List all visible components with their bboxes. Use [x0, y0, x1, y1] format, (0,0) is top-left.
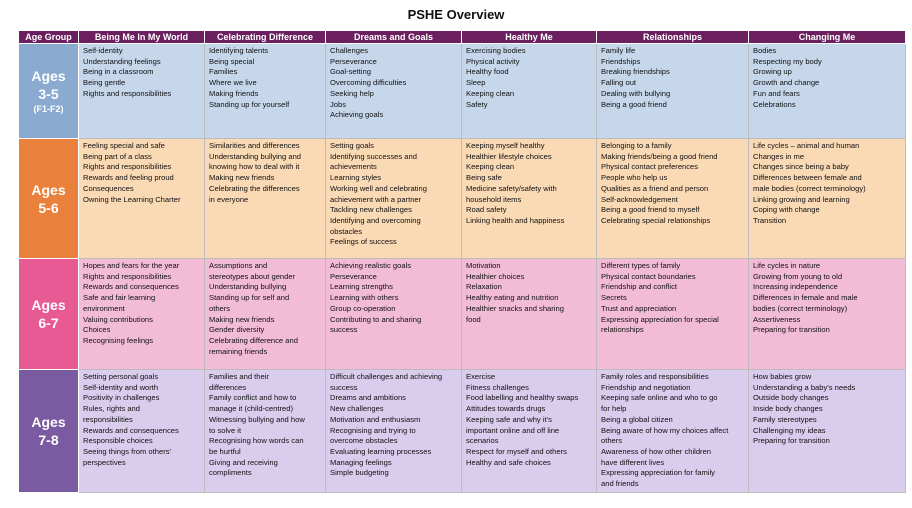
topic-line: Rewards and consequences	[83, 282, 179, 292]
topic-line: Challenging my ideas	[753, 425, 826, 435]
topic-cell-celebrating-difference	[205, 139, 326, 259]
topic-line: Relaxation	[466, 282, 502, 292]
topic-line: Transition	[753, 215, 787, 225]
topic-line: Understanding bullying and	[209, 151, 302, 161]
topic-cell-changing-me	[749, 370, 906, 493]
topic-line: Making friends/being a good friend	[601, 151, 718, 161]
topic-line: Feeling special and safe	[83, 141, 165, 150]
topic-cell-celebrating-difference	[205, 44, 326, 139]
topic-line: environment	[83, 303, 125, 313]
topic-line: Food labelling and healthy swaps	[466, 393, 579, 403]
age-label: Ages	[31, 297, 66, 313]
topic-line: Healthier choices	[466, 271, 525, 281]
topic-line: Healthy and safe choices	[466, 457, 551, 467]
topic-line: Achieving realistic goals	[330, 261, 412, 270]
topic-line: Being a global citizen	[601, 414, 673, 424]
topic-line: Self-identity	[83, 46, 123, 55]
topic-line: Safe and fair learning	[83, 293, 156, 303]
topic-line: Choices	[83, 325, 111, 335]
topic-line: Recognising and trying to	[330, 425, 416, 435]
topic-line: Learning with others	[330, 293, 399, 303]
topic-line: Attitudes towards drugs	[466, 404, 546, 414]
topic-cell-changing-me	[749, 139, 906, 259]
age-group-cell	[19, 259, 79, 370]
topic-cell-being-me	[79, 44, 205, 139]
topic-line: Growth and change	[753, 78, 820, 88]
age-label: Ages	[31, 68, 66, 84]
topic-line: Goal-setting	[330, 67, 371, 77]
header-relationships: Relationships	[597, 31, 749, 44]
age-label: Ages	[31, 181, 66, 198]
topic-line: others	[209, 303, 231, 313]
topic-line: Standing up for yourself	[209, 99, 290, 109]
topic-line: stereotypes about gender	[209, 271, 296, 281]
topic-line: Learning strengths	[330, 282, 393, 292]
topic-line: important online and off line	[466, 425, 560, 435]
topic-line: Contributing to and sharing	[330, 314, 422, 324]
topic-line: compliments	[209, 468, 252, 478]
pshe-overview-table	[18, 30, 906, 493]
topic-line: Physical activity	[466, 56, 520, 66]
topic-cell-relationships	[597, 139, 749, 259]
topic-line: Physical contact boundaries	[601, 271, 696, 281]
page-title: PSHE Overview	[407, 7, 505, 22]
topic-line: bodies (correct terminology)	[753, 303, 848, 313]
topic-line: Falling out	[601, 78, 637, 88]
topic-line: Feelings of success	[330, 237, 397, 247]
topic-cell-dreams-and-goals	[326, 259, 462, 370]
topic-cell-celebrating-difference	[205, 259, 326, 370]
age-group-cell	[19, 139, 79, 259]
age-group-cell	[19, 370, 79, 493]
topic-line: obstacles	[330, 226, 363, 236]
topic-cell-dreams-and-goals	[326, 44, 462, 139]
topic-line: knowing how to deal with it	[209, 162, 300, 172]
topic-line: Group co-operation	[330, 303, 396, 313]
topic-line: Owning the Learning Charter	[83, 194, 181, 204]
topic-line: household items	[466, 194, 522, 204]
age-group-cell	[19, 44, 79, 139]
topic-cell-relationships	[597, 370, 749, 493]
topic-line: Safety	[466, 99, 488, 109]
topic-line: Perseverance	[330, 56, 377, 66]
topic-line: Expressing appreciation for family	[601, 468, 715, 478]
topic-line: have different lives	[601, 457, 665, 467]
topic-cell-healthy-me	[462, 44, 597, 139]
topic-line: Linking growing and learning	[753, 194, 850, 204]
header-healthy-me: Healthy Me	[462, 31, 597, 44]
topic-line: Keeping clean	[466, 162, 515, 172]
topic-line: Managing feelings	[330, 457, 392, 467]
topic-line: Preparing for transition	[753, 325, 830, 335]
topic-line: Hopes and fears for the year	[83, 261, 180, 270]
topic-line: Healthy food	[466, 67, 509, 77]
topic-line: Family roles and responsibilities	[601, 372, 709, 381]
topic-line: perspectives	[83, 457, 126, 467]
topic-line: Jobs	[330, 99, 347, 109]
topic-line: Responsible choices	[83, 436, 153, 446]
header-age-group: Age Group	[19, 31, 79, 44]
topic-line: Seeing things from others'	[83, 446, 171, 456]
topic-line: Life cycles in nature	[753, 261, 821, 270]
topic-line: and friends	[601, 479, 639, 489]
topic-line: Increasing independence	[753, 282, 838, 292]
topic-line: Recognising feelings	[83, 335, 154, 345]
topic-line: Sleep	[466, 78, 486, 88]
topic-line: relationships	[601, 325, 644, 335]
topic-cell-dreams-and-goals	[326, 370, 462, 493]
header-celebrating-difference: Celebrating Difference	[205, 31, 326, 44]
topic-line: Achieving goals	[330, 110, 384, 120]
topic-line: Growing up	[753, 67, 792, 77]
topic-line: be hurtful	[209, 446, 241, 456]
topic-line: Overcoming difficulties	[330, 78, 407, 88]
topic-line: Friendship and conflict	[601, 282, 677, 292]
topic-line: Expressing appreciation for special	[601, 314, 719, 324]
topic-cell-being-me	[79, 370, 205, 493]
age-row	[19, 370, 906, 493]
topic-line: Outside body changes	[753, 393, 829, 403]
topic-line: Challenges	[330, 46, 368, 55]
topic-line: Rewards and feeling proud	[83, 173, 174, 183]
topic-line: Families and their	[209, 372, 269, 381]
topic-line: Being a good friend	[601, 99, 667, 109]
topic-line: Differences between female and	[753, 173, 862, 183]
topic-line: to solve it	[209, 425, 242, 435]
topic-cell-dreams-and-goals	[326, 139, 462, 259]
topic-line: Secrets	[601, 293, 627, 303]
topic-line: Family life	[601, 46, 636, 55]
topic-line: Positivity in challenges	[83, 393, 160, 403]
topic-line: New challenges	[330, 404, 384, 414]
topic-line: others	[601, 436, 623, 446]
topic-line: Keeping safe and why it's	[466, 414, 552, 424]
topic-line: Similarities and differences	[209, 141, 300, 150]
age-label: Ages	[31, 414, 66, 430]
topic-line: Identifying talents	[209, 46, 269, 55]
topic-line: Self-acknowledgement	[601, 194, 678, 204]
topic-line: differences	[209, 382, 247, 392]
topic-line: Celebrating difference and	[209, 335, 298, 345]
topic-line: How babies grow	[753, 372, 812, 381]
topic-line: Identifying successes and	[330, 151, 417, 161]
topic-line: Making friends	[209, 88, 259, 98]
topic-line: Setting personal goals	[83, 372, 159, 381]
topic-line: Self-identity and worth	[83, 382, 159, 392]
topic-line: Where we live	[209, 78, 257, 88]
topic-line: Identifying and overcoming	[330, 215, 421, 225]
topic-line: Seeking help	[330, 88, 374, 98]
header-row	[19, 31, 906, 44]
topic-line: Being gentle	[83, 78, 126, 88]
topic-line: Dealing with bullying	[601, 88, 671, 98]
topic-line: Exercise	[466, 372, 496, 381]
topic-line: Evaluating learning processes	[330, 446, 432, 456]
topic-line: achievement with a partner	[330, 194, 422, 204]
topic-line: Inside body changes	[753, 404, 823, 414]
topic-line: Tackling new challenges	[330, 205, 412, 215]
topic-line: Understanding feelings	[83, 56, 161, 66]
header-changing-me: Changing Me	[749, 31, 906, 44]
topic-cell-relationships	[597, 44, 749, 139]
topic-line: Learning styles	[330, 173, 382, 183]
topic-line: Healthier lifestyle choices	[466, 151, 552, 161]
topic-cell-relationships	[597, 259, 749, 370]
topic-line: Families	[209, 67, 238, 77]
topic-line: Recognising how words can	[209, 436, 304, 446]
topic-line: Celebrating special relationships	[601, 215, 711, 225]
topic-line: manage it (child-centred)	[209, 404, 293, 414]
topic-line: Keeping clean	[466, 88, 515, 98]
header-being-me: Being Me In My World	[79, 31, 205, 44]
topic-line: male bodies (correct terminology)	[753, 183, 866, 193]
topic-line: Rights and responsibilities	[83, 88, 172, 98]
topic-line: Making new friends	[209, 314, 275, 324]
topic-line: Being in a classroom	[83, 67, 154, 77]
age-range: 3-5	[38, 86, 59, 102]
topic-line: Celebrating the differences	[209, 183, 300, 193]
topic-line: Perseverance	[330, 271, 377, 281]
topic-line: Dreams and ambitions	[330, 393, 406, 403]
topic-cell-changing-me	[749, 44, 906, 139]
topic-line: Bodies	[753, 46, 777, 55]
topic-cell-healthy-me	[462, 370, 597, 493]
topic-line: Giving and receiving	[209, 457, 278, 467]
topic-line: overcome obstacles	[330, 436, 398, 446]
topic-line: Friendship and negotiation	[601, 382, 691, 392]
topic-line: Keeping safe online and who to go	[601, 393, 718, 403]
topic-line: Understanding bullying	[209, 282, 287, 292]
age-stage: (F1-F2)	[33, 104, 64, 114]
topic-line: Healthy eating and nutrition	[466, 293, 559, 303]
topic-cell-healthy-me	[462, 139, 597, 259]
topic-line: Assumptions and	[209, 261, 268, 270]
topic-line: success	[330, 382, 358, 392]
topic-line: Consequences	[83, 183, 134, 193]
topic-line: Being a good friend to myself	[601, 205, 700, 215]
age-range: 7-8	[38, 432, 59, 448]
topic-line: Setting goals	[330, 141, 374, 150]
topic-line: Medicine safety/safety with	[466, 183, 557, 193]
topic-line: People who help us	[601, 173, 668, 183]
topic-line: in everyone	[209, 194, 249, 204]
topic-line: Friendships	[601, 56, 641, 66]
topic-line: Breaking friendships	[601, 67, 670, 77]
topic-line: Changes since being a baby	[753, 162, 849, 172]
topic-line: Qualities as a friend and person	[601, 183, 709, 193]
topic-line: Healthier snacks and sharing	[466, 303, 564, 313]
topic-line: Awareness of how other children	[601, 446, 712, 456]
header-dreams-and-goals: Dreams and Goals	[326, 31, 462, 44]
topic-line: achievements	[330, 162, 377, 172]
age-range: 6-7	[38, 315, 59, 331]
topic-line: Family conflict and how to	[209, 393, 297, 403]
topic-line: Keeping myself healthy	[466, 141, 545, 150]
topic-line: Linking health and happiness	[466, 215, 565, 225]
topic-line: Respecting my body	[753, 56, 822, 66]
topic-line: Rights and responsibilities	[83, 162, 172, 172]
topic-line: Belonging to a family	[601, 141, 672, 150]
topic-line: responsibilities	[83, 414, 133, 424]
age-range: 5-6	[38, 199, 59, 216]
topic-line: Being special	[209, 56, 255, 66]
topic-line: Exercising bodies	[466, 46, 526, 55]
topic-line: Growing from young to old	[753, 271, 843, 281]
topic-line: Rights and responsibilities	[83, 271, 172, 281]
topic-line: Differences in female and male	[753, 293, 858, 303]
topic-line: Standing up for self and	[209, 293, 290, 303]
topic-line: Physical contact preferences	[601, 162, 699, 172]
topic-cell-celebrating-difference	[205, 370, 326, 493]
topic-line: Simple budgeting	[330, 468, 389, 478]
topic-line: Working well and celebrating	[330, 183, 427, 193]
topic-line: Being aware of how my choices affect	[601, 425, 729, 435]
topic-line: Coping with change	[753, 205, 820, 215]
topic-line: Motivation and enthusiasm	[330, 414, 421, 424]
topic-line: Rewards and consequences	[83, 425, 179, 435]
topic-line: Life cycles – animal and human	[753, 141, 860, 150]
topic-line: success	[330, 325, 358, 335]
topic-line: Family stereotypes	[753, 414, 817, 424]
topic-line: remaining friends	[209, 346, 268, 356]
topic-line: Preparing for transition	[753, 436, 830, 446]
topic-line: Changes in me	[753, 151, 805, 161]
topic-line: Rules, rights and	[83, 404, 140, 414]
topic-line: Being part of a class	[83, 151, 152, 161]
age-row	[19, 259, 906, 370]
topic-line: Fitness challenges	[466, 382, 529, 392]
topic-line: Gender diversity	[209, 325, 265, 335]
topic-cell-being-me	[79, 139, 205, 259]
topic-line: Difficult challenges and achieving	[330, 372, 443, 381]
topic-line: for help	[601, 404, 627, 414]
age-row	[19, 139, 906, 259]
age-row	[19, 44, 906, 139]
topic-line: Different types of family	[601, 261, 681, 270]
topic-line: Assertiveness	[753, 314, 801, 324]
topic-cell-being-me	[79, 259, 205, 370]
topic-line: Respect for myself and others	[466, 446, 567, 456]
topic-line: food	[466, 314, 481, 324]
topic-line: Fun and fears	[753, 88, 800, 98]
topic-line: Making new friends	[209, 173, 275, 183]
topic-line: Road safety	[466, 205, 507, 215]
topic-line: Motivation	[466, 261, 501, 270]
topic-line: Witnessing bullying and how	[209, 414, 305, 424]
topic-line: Celebrations	[753, 99, 796, 109]
topic-line: Trust and appreciation	[601, 303, 677, 313]
topic-line: Being safe	[466, 173, 502, 183]
topic-line: scenarios	[466, 436, 499, 446]
topic-line: Valuing contributions	[83, 314, 153, 324]
topic-cell-healthy-me	[462, 259, 597, 370]
topic-line: Understanding a baby's needs	[753, 382, 856, 392]
topic-cell-changing-me	[749, 259, 906, 370]
